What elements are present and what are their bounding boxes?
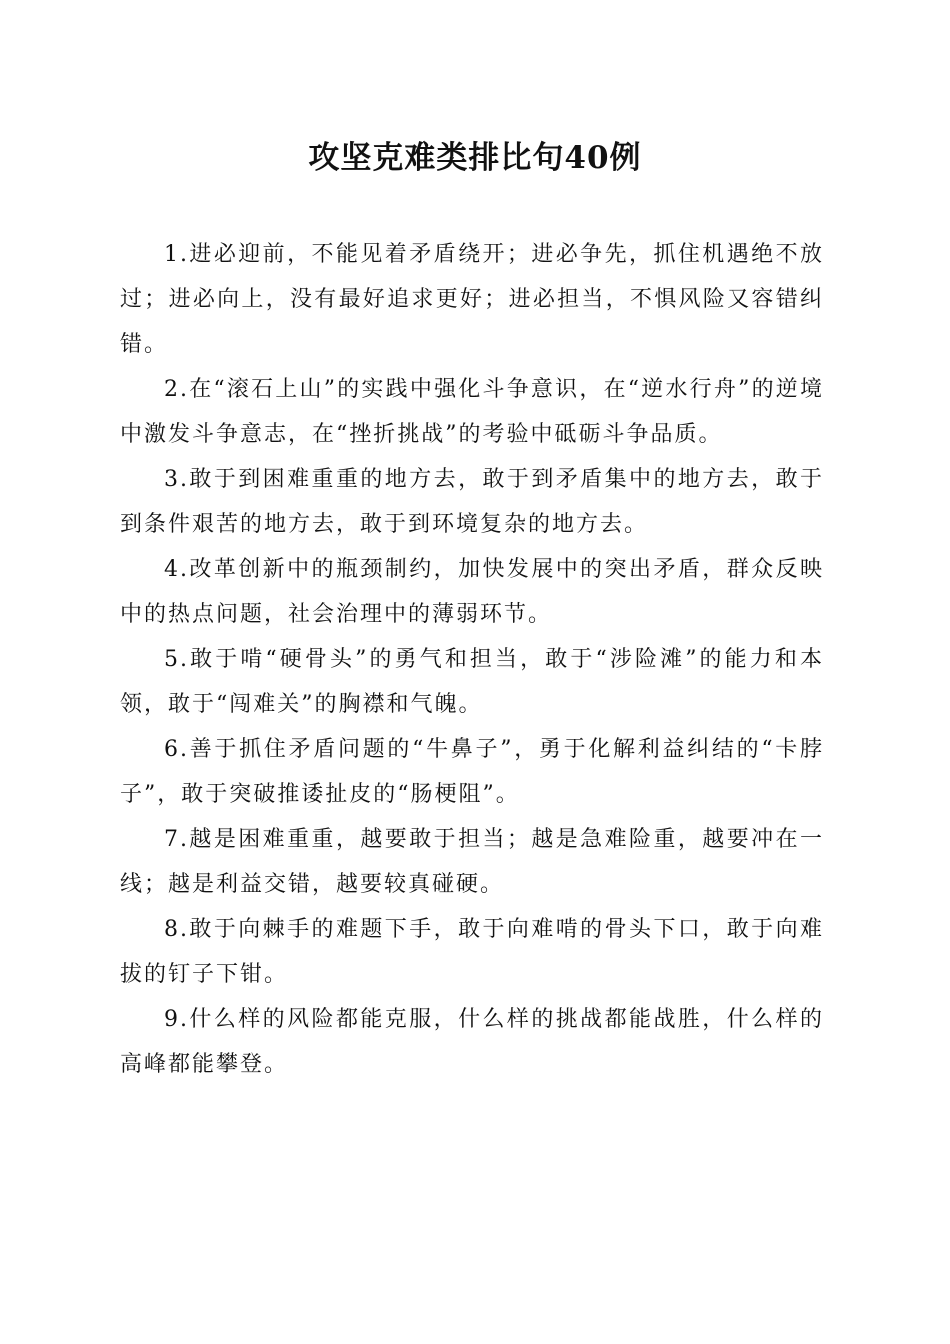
paragraph-1: 1.进必迎前，不能见着矛盾绕开；进必争先，抓住机遇绝不放过；进必向上，没有最好追求更好；进必担当，不惧风险又容错纠错。 — [120, 242, 824, 357]
paragraph-2: 2.在“滚石上山”的实践中强化斗争意识，在“逆水行舟”的逆境中激发斗争意志，在“挫折挑战”的考验中砥砺斗争品质。 — [120, 377, 824, 447]
document-body — [120, 232, 824, 1087]
paragraph-3: 3.敢于到困难重重的地方去，敢于到矛盾集中的地方去，敢于到条件艰苦的地方去，敢于到环境复杂的地方去。 — [120, 467, 824, 537]
paragraph-4: 4.改革创新中的瓶颈制约，加快发展中的突出矛盾，群众反映中的热点问题，社会治理中的薄弱环节。 — [120, 557, 824, 627]
paragraph-5: 5.敢于啃“硬骨头”的勇气和担当，敢于“涉险滩”的能力和本领，敢于“闯难关”的胸襟和气魄。 — [120, 647, 824, 717]
paragraph-9: 9.什么样的风险都能克服，什么样的挑战都能战胜，什么样的高峰都能攀登。 — [120, 1007, 824, 1077]
document-title: 攻坚克难类排比句40例 — [308, 140, 642, 176]
paragraph-7: 7.越是困难重重，越要敢于担当；越是急难险重，越要冲在一线；越是利益交错，越要较真碰硬。 — [120, 827, 824, 897]
paragraph-8: 8.敢于向棘手的难题下手，敢于向难啃的骨头下口，敢于向难拔的钉子下钳。 — [120, 917, 824, 987]
paragraph-6: 6.善于抓住矛盾问题的“牛鼻子”，勇于化解利益纠结的“卡脖子”，敢于突破推诿扯皮的“肠梗阻”。 — [120, 737, 824, 807]
